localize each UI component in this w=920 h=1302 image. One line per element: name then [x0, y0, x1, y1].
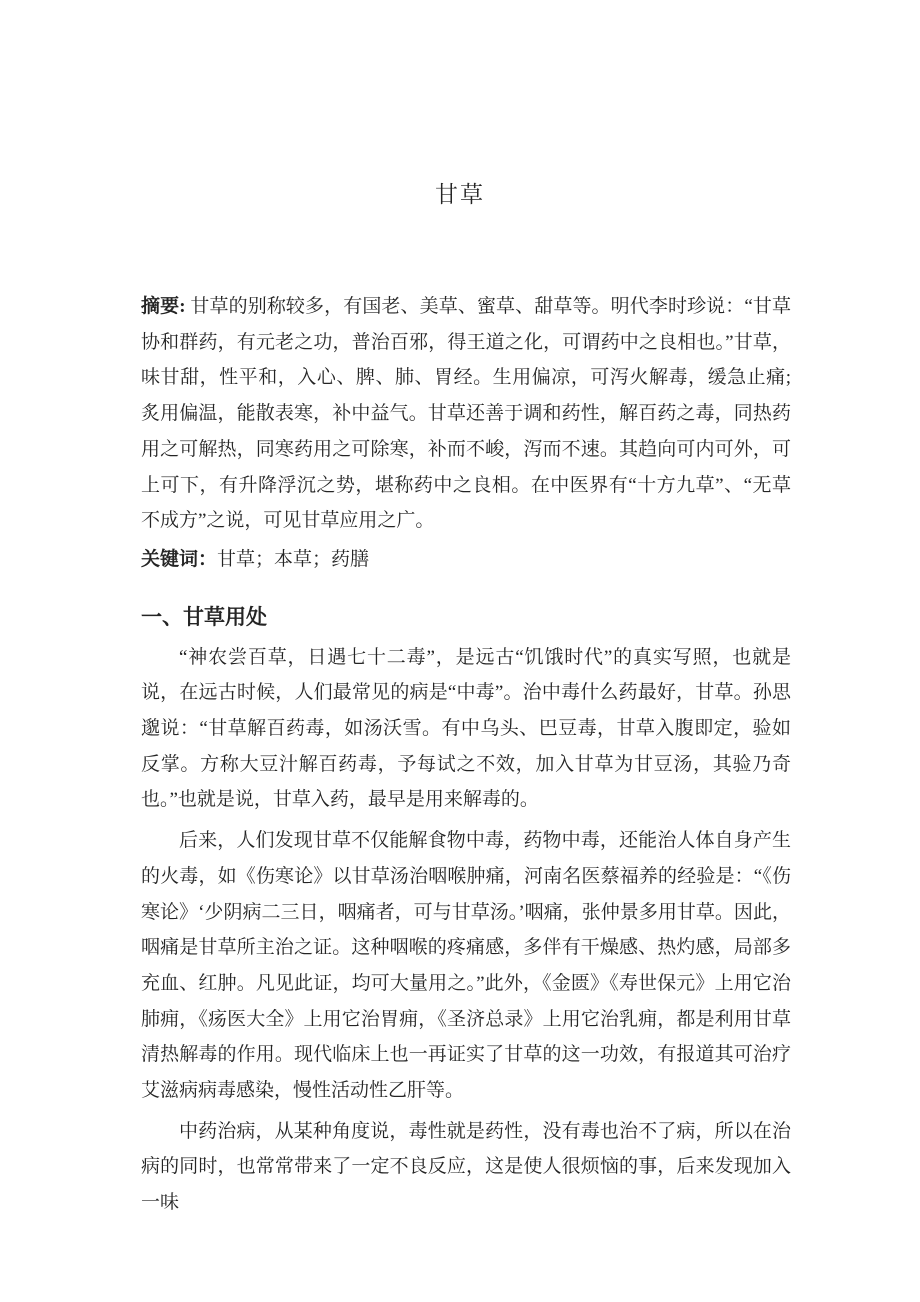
keywords-label: 关键词：	[141, 548, 218, 570]
abstract-label: 摘要:	[141, 296, 186, 317]
section-heading: 一、甘草用处	[141, 604, 267, 629]
keywords-text: 甘草；本草；药膳	[217, 548, 370, 570]
section-paragraph-1: “神农尝百草，日遇七十二毒”，是远古“饥饿时代”的真实写照，也就是说，在远古时候，人们最常见的病是“中毒”。治中毒什么药最好，甘草。孙思邈说：“甘草解百药毒，如汤沃雪。有中乌头、巴豆毒，甘草入腹即定，验如反掌。方称大豆汁解百药毒，予每试之不效，加入甘草为甘豆汤，其验乃奇也。”也就是说，甘草入药，最早是用来解毒的。	[141, 646, 791, 811]
abstract-paragraph	[141, 289, 791, 539]
document-title: 甘草	[435, 182, 485, 207]
abstract-text: 甘草的别称较多，有国老、美草、蜜草、甜草等。明代李时珍说：“甘草协和群药，有元老之功，普治百邪，得王道之化，可谓药中之良相也。”甘草，味甘甜，性平和，入心、脾、肺、胃经。生用偏凉，可泻火解毒，缓急止痛; 炙用偏温，能散表寒，补中益气。甘草还善于调和药性，解百药之毒，同热药用之可解热，同寒药用之可除寒，补而不峻，泻而不速。其趋向可内可外，可上可下，有升降浮沉之势，堪称药中之良相。在中医界有“十方九草”、“无草不成方”之说，可见甘草应用之广。	[141, 296, 792, 532]
section-paragraph-2: 后来，人们发现甘草不仅能解食物中毒，药物中毒，还能治人体自身产生的火毒，如《伤寒论》以甘草汤治咽喉肿痛，河南名医蔡福养的经验是：“《伤寒论》‘少阴病二三日，咽痛者，可与甘草汤。’咽痛，张仲景多用甘草。因此，咽痛是甘草所主治之证。这种咽喉的疼痛感，多伴有干燥感、热灼感，局部多充血、红肿。凡见此证，均可大量用之。”此外，《金匮》《寿世保元》上用它治肺痈，《疡医大全》上用它治胃痈，《圣济总录》上用它治乳痈，都是利用甘草清热解毒的作用。现代临床上也一再证实了甘草的这一功效，有报道其可治疗艾滋病病毒感染，慢性活动性乙肝等。	[141, 830, 791, 1102]
section-paragraph-3: 中药治病，从某种角度说，毒性就是药性，没有毒也治不了病，所以在治病的同时，也常常带来了一定不良反应，这是使人很烦恼的事，后来发现加入一味	[141, 1120, 791, 1214]
keywords-paragraph	[141, 542, 791, 578]
document-body	[141, 289, 791, 1221]
